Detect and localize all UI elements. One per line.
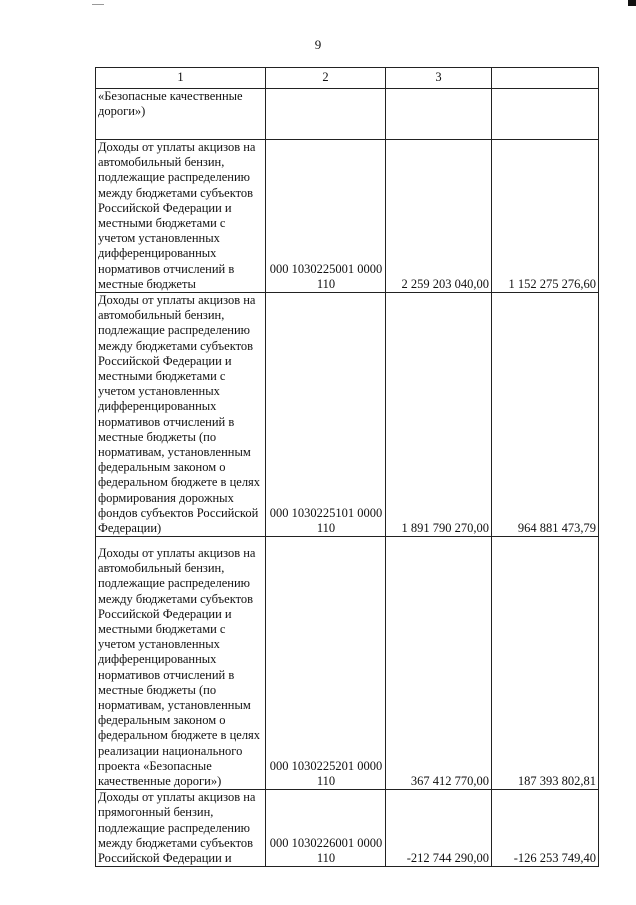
row-value-1-cell	[386, 89, 492, 140]
header-cell-col-3: 3	[386, 68, 492, 89]
row-value-1-cell: 1 891 790 270,00	[386, 293, 492, 537]
row-name-text: «Безопасные качественные дороги»)	[98, 89, 243, 119]
header-cell-col-1: 1	[96, 68, 266, 89]
row-code-cell	[266, 537, 386, 790]
table-header-row	[96, 68, 599, 89]
table-row	[96, 790, 599, 867]
row-name-cell	[96, 140, 266, 293]
row-value-2-cell: 964 881 473,79	[492, 293, 599, 537]
row-name-cell	[96, 293, 266, 537]
row-name-cell	[96, 89, 266, 140]
scan-corner-tick	[92, 4, 104, 5]
row-code-cell	[266, 293, 386, 537]
row-code-cell	[266, 140, 386, 293]
row-value-2-cell: -126 253 749,40	[492, 790, 599, 867]
page-number: 9	[314, 37, 322, 52]
row-code-cell	[266, 790, 386, 867]
row-name-text: Доходы от уплаты акцизов на прямогонный бензин, подлежащие распределению между бюджетами субъектов Российской Федерации и	[98, 790, 256, 866]
header-cell-col-2: 2	[266, 68, 386, 89]
row-value-2-cell: 1 152 275 276,60	[492, 140, 599, 293]
header-cell-col-4	[492, 68, 599, 89]
row-name-text: Доходы от уплаты акцизов на автомобильный бензин, подлежащие распределению между бюджетами субъектов Российской Федерации и местными бюджетами с учетом установленных дифференцированных нормативов отчислений в местные бюджеты (по нормативам, установленным федеральным законом о федеральном бюджете в целях формирования дорожных фондов субъектов Российской Федерации)	[98, 293, 261, 536]
row-value-2-cell: 187 393 802,81	[492, 537, 599, 790]
budget-revenue-table	[95, 67, 599, 867]
row-value-1-cell: -212 744 290,00	[386, 790, 492, 867]
row-value-1-cell: 367 412 770,00	[386, 537, 492, 790]
table-row	[96, 140, 599, 293]
row-value-1-cell: 2 259 203 040,00	[386, 140, 492, 293]
row-name-text: Доходы от уплаты акцизов на автомобильный бензин, подлежащие распределению между бюджетами субъектов Российской Федерации и местными бюджетами с учетом установленных дифференцированных нормативов отчислений в местные бюджеты (по нормативам, установленным федеральным законом о федеральном бюджете в целях реализации национального проекта «Безопасные качественные дороги»)	[98, 546, 261, 789]
row-code-text: 000 1030225101 0000 110	[269, 505, 383, 536]
table-row	[96, 537, 599, 790]
row-name-text: Доходы от уплаты акцизов на автомобильный бензин, подлежащие распределению между бюджетами субъектов Российской Федерации и местными бюджетами с учетом установленных дифференцированных нормативов отчислений в местные бюджеты	[98, 140, 256, 291]
row-name-cell	[96, 537, 266, 790]
table-row	[96, 293, 599, 537]
row-code-text: 000 1030226001 0000 110	[269, 835, 383, 866]
row-code-cell	[266, 89, 386, 140]
row-name-cell	[96, 790, 266, 867]
scan-edge-mark	[628, 0, 636, 6]
row-code-text: 000 1030225201 0000 110	[269, 758, 383, 789]
row-value-2-cell	[492, 89, 599, 140]
table-row	[96, 89, 599, 140]
row-code-text: 000 1030225001 0000 110	[269, 261, 383, 291]
